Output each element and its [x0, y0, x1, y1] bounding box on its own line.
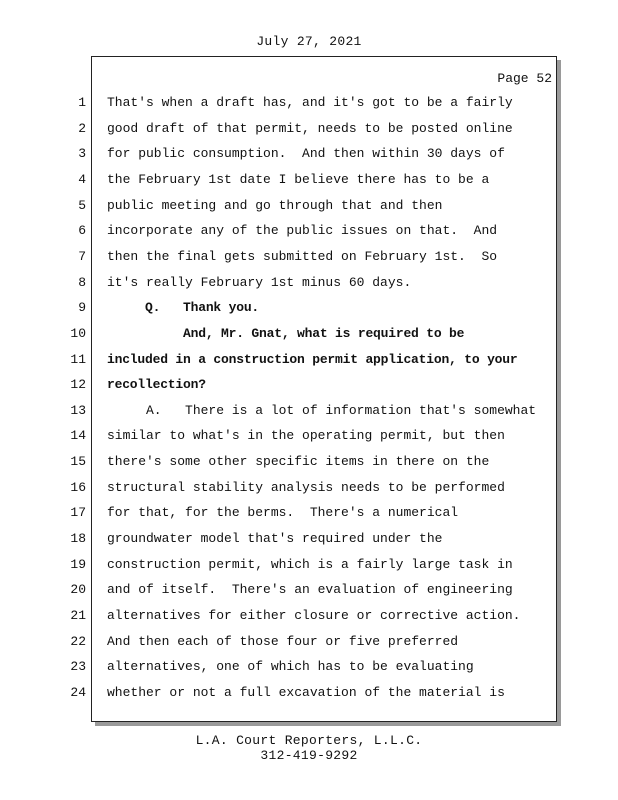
line-number: 6 [78, 223, 86, 239]
transcript-line-text: A. There is a lot of information that's somewhat [107, 402, 537, 418]
transcript-line-text: it's really February 1st minus 60 days. [107, 274, 412, 290]
transcript-line-text: structural stability analysis needs to be performed [107, 479, 505, 495]
line-number: 23 [70, 659, 86, 675]
transcript-line-text: the February 1st date I believe there has to be a [107, 171, 490, 187]
line-number: 22 [70, 633, 86, 649]
line-number: 19 [70, 556, 86, 572]
transcript-line-text: Q. Thank you. [107, 300, 260, 316]
line-number: 14 [70, 428, 86, 444]
transcript-line-text: That's when a draft has, and it's got to be a fairly [107, 95, 513, 110]
transcript-line-text: alternatives, one of which has to be evaluating [107, 659, 474, 675]
footer-phone: 312-419-9292 [260, 748, 358, 763]
transcript-line-text: included in a construction permit application, to your [107, 351, 518, 367]
transcript-line-text: incorporate any of the public issues on that. And [107, 223, 498, 239]
line-number: 3 [78, 146, 86, 162]
transcript-line-text: construction permit, which is a fairly large task in [107, 556, 513, 572]
page-number: Page 52 [497, 71, 552, 86]
line-number: 15 [70, 454, 86, 470]
footer-company: L.A. Court Reporters, L.L.C. [195, 733, 423, 748]
line-number: 20 [70, 582, 86, 598]
transcript-line-text: public meeting and go through that and then [107, 197, 443, 213]
transcript-line-text: groundwater model that's required under the [107, 531, 443, 546]
line-number: 7 [78, 248, 86, 264]
line-number: 24 [70, 684, 86, 700]
transcript-line-text: for that, for the berms. There's a numerical [107, 505, 459, 521]
line-number: 2 [78, 120, 86, 136]
transcript-line-text: good draft of that permit, needs to be posted online [107, 120, 513, 136]
line-number: 4 [78, 171, 86, 187]
transcript-line-text: and of itself. There's an evaluation of engineering [107, 582, 513, 598]
line-number: 1 [78, 95, 86, 110]
line-number: 21 [70, 608, 86, 623]
line-number: 10 [70, 325, 86, 341]
transcript-line-text: alternatives for either closure or corrective action. [107, 608, 521, 623]
line-number: 8 [78, 274, 86, 290]
line-number: 13 [70, 402, 86, 418]
line-number: 17 [70, 505, 86, 521]
line-number: 9 [78, 300, 86, 316]
line-number: 16 [70, 479, 86, 495]
transcript-line-text: for public consumption. And then within 30 days of [107, 146, 505, 162]
transcript-line-text: And, Mr. Gnat, what is required to be [107, 325, 465, 341]
line-number: 18 [70, 531, 86, 546]
transcript-line-text: recollection? [107, 377, 206, 393]
transcript-line-text: whether or not a full excavation of the material is [107, 684, 505, 700]
transcript-line-text: similar to what's in the operating permit, but then [107, 428, 505, 444]
line-number: 12 [70, 377, 86, 393]
line-number: 11 [70, 351, 86, 367]
line-number: 5 [78, 197, 86, 213]
transcript-line-text: then the final gets submitted on February 1st. So [107, 248, 498, 264]
transcript-line-text: And then each of those four or five preferred [107, 633, 459, 649]
transcript-date: July 27, 2021 [256, 34, 362, 49]
transcript-line-text: there's some other specific items in there on the [107, 454, 490, 470]
